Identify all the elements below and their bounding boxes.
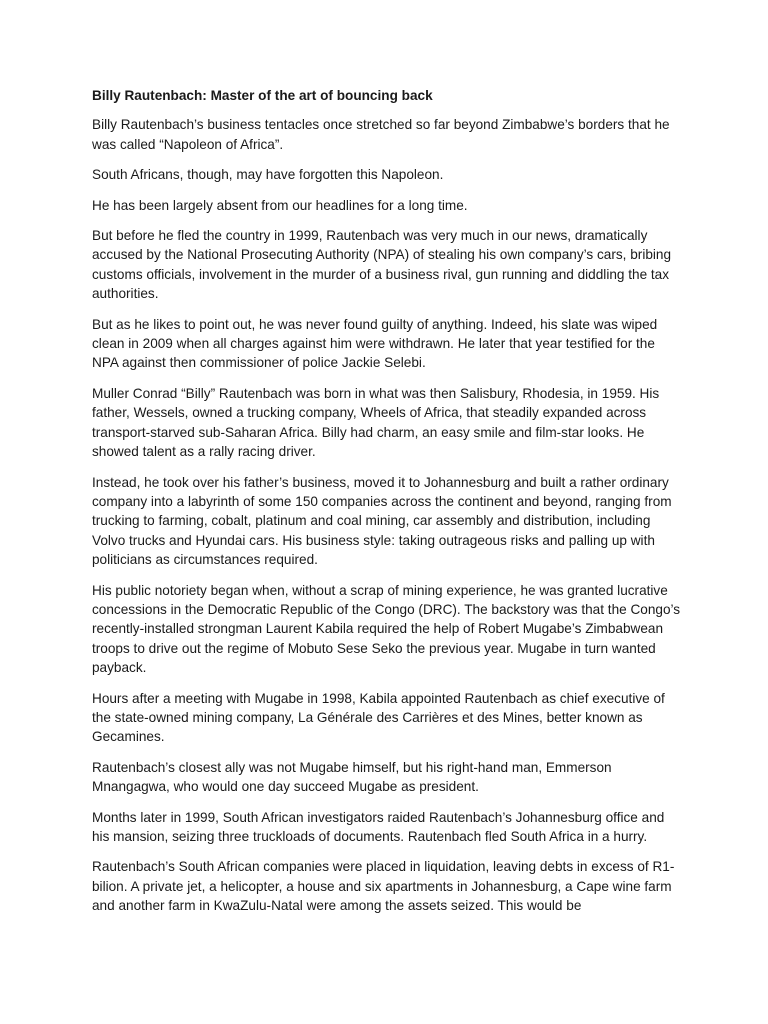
paragraph-11: Months later in 1999, South African investigators raided Rautenbach’s Johannesburg office and his mansion, seizing three truckloads of documents. Rautenbach fled South Africa in a hurry.	[92, 809, 665, 844]
paragraph-7: Instead, he took over his father’s business, moved it to Johannesburg and built a rather ordinary company into a labyrinth of some 150 companies across the continent and beyond, ranging from trucking to farming, cobalt, platinum and coal mining, car assembly and distribution, including Volvo trucks and Hyundai cars. His business style: taking outrageous risks and palling up with politicians as circumstances required.	[92, 474, 672, 568]
document-page	[92, 86, 682, 927]
article-title: Billy Rautenbach: Master of the art of bouncing back	[92, 88, 433, 103]
paragraph-4: But before he fled the country in 1999, Rautenbach was very much in our news, dramatically accused by the National Prosecuting Authority (NPA) of stealing his own company’s cars, bribing customs officials, involvement in the murder of a business rival, gun running and diddling the tax authorities.	[92, 228, 672, 302]
paragraph-8: His public notoriety began when, without a scrap of mining experience, he was granted lucrative concessions in the Democratic Republic of the Congo (DRC). The backstory was that the Congo’s recently-installed strongman Laurent Kabila required the help of Robert Mugabe’s Zimbabwean troops to drive out the regime of Mobuto Sese Seko the previous year. Mugabe in turn wanted payback.	[92, 582, 681, 676]
paragraph-2: South Africans, though, may have forgotten this Napoleon.	[92, 167, 444, 183]
paragraph-10: Rautenbach’s closest ally was not Mugabe himself, but his right-hand man, Emmerson Mnangagwa, who would one day succeed Mugabe as president.	[92, 759, 612, 795]
paragraph-1: Billy Rautenbach’s business tentacles once stretched so far beyond Zimbabwe’s borders that he was called “Napoleon of Africa”.	[92, 117, 670, 152]
paragraph-3: He has been largely absent from our headlines for a long time.	[92, 197, 468, 213]
paragraph-12: Rautenbach’s South African companies were placed in liquidation, leaving debts in excess of R1-bilion. A private jet, a helicopter, a house and six apartments in Johannesburg, a Cape wine farm and another farm in KwaZulu-Natal were among the assets seized. This would be	[92, 859, 675, 914]
paragraph-6: Muller Conrad “Billy” Rautenbach was born in what was then Salisbury, Rhodesia, in 1959. His father, Wessels, owned a trucking company, Wheels of Africa, that steadily expanded across transport-starved sub-Saharan Africa. Billy had charm, an easy smile and film-star looks. He showed talent as a rally racing driver.	[92, 385, 660, 460]
paragraph-9: Hours after a meeting with Mugabe in 1998, Kabila appointed Rautenbach as chief executive of the state-owned mining company, La Générale des Carrières et des Mines, better known as Gecamines.	[92, 690, 665, 745]
paragraph-5: But as he likes to point out, he was never found guilty of anything. Indeed, his slate was wiped clean in 2009 when all charges against him were withdrawn. He later that year testified for the NPA against then commissioner of police Jackie Selebi.	[92, 316, 658, 371]
